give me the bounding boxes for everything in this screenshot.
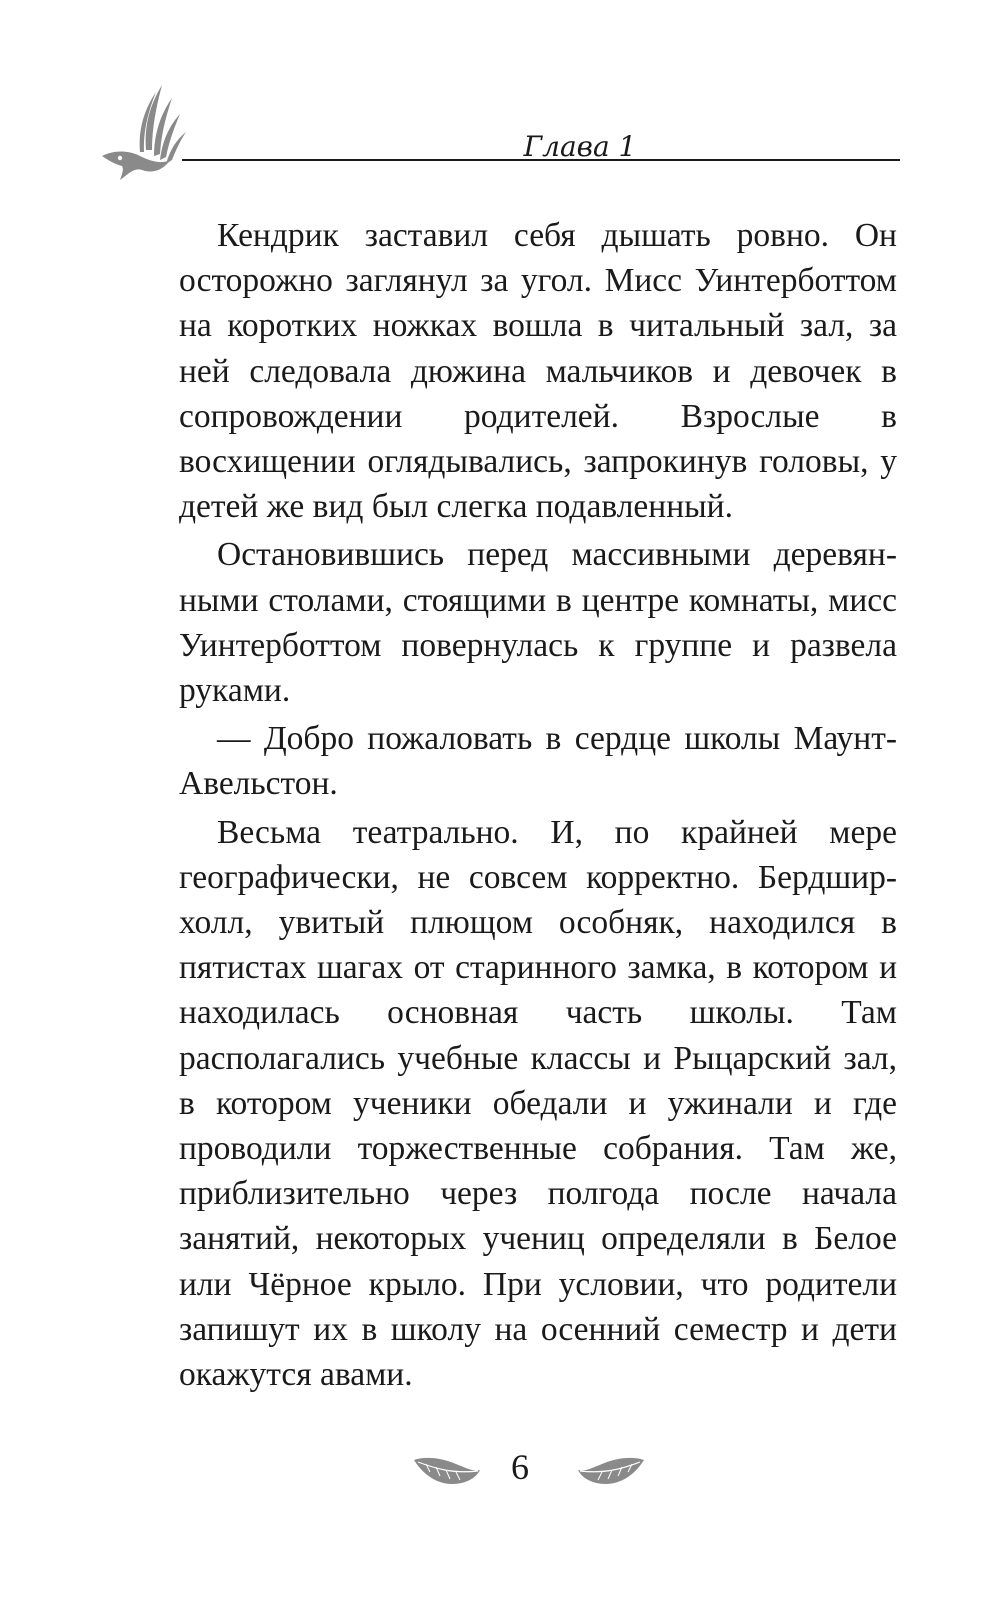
paragraph: — Добро пожаловать в сердце школы Маунт-Авельстон. [179,720,897,803]
wing-icon [100,80,200,190]
body-text [179,213,897,1400]
paragraph: Кендрик заставил себя дышать ровно. Он осторожно заглянул за угол. Мисс Уинтерботтом на коротких ножках вошла в читальный зал, за ней следовала дюжина мальчиков и девочек в сопровождении родителей. Взрослые в восхищении оглядывались, запрокинув головы, у детей же вид был слегка подавленный. [179,217,897,526]
paragraph: Весьма театрально. И, по крайней мере географически, не совсем корректно. Бердшир-холл, увитый плющом особняк, находился в пятистах шагах от старинного замка, в котором и находилась основная часть школы. Там располагались учебные классы и Рыцарский зал, в котором ученики обедали и ужинали и где проводили торжественные собрания. Там же, приблизительно через полгода после начала занятий, некоторых учениц определяли в Белое или Чёрное крыло. При условии, что родители запишут их в школу на осенний семестр и дети окажутся авами. [179,813,897,1394]
feather-icon [576,1452,646,1488]
page-footer [0,1440,1000,1510]
paragraph: Остановившись перед массивными деревянными столами, стоящими в центре комнаты, мисс Уинтерботтом повернулась к группе и развела руками. [179,536,897,710]
running-header [100,80,900,190]
feather-icon [412,1452,482,1488]
chapter-title: Глава 1 [523,130,637,163]
page-number: 6 [511,1447,529,1487]
